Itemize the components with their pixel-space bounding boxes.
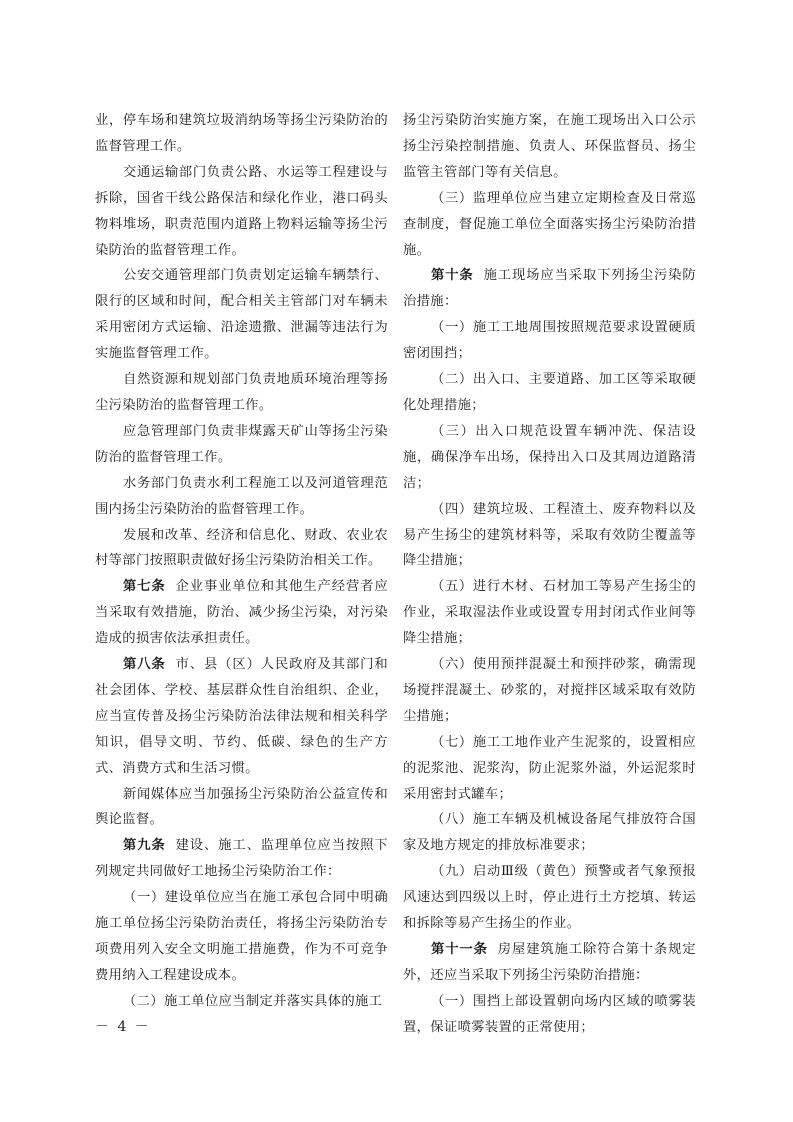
paragraph [95, 989, 388, 1015]
paragraph-text: （四）建筑垃圾、工程渣土、废弃物料以及易产生扬尘的建筑材料等，采取有效防尘覆盖等降尘措施； [403, 501, 696, 569]
paragraph [403, 108, 696, 186]
paragraph-text: 公安交通管理部门负责划定运输车辆禁行、限行的区域和时间，配合相关主管部门对车辆未采用密闭方式运输、沿途遗撒、泄漏等违法行为实施监督管理工作。 [95, 268, 388, 362]
paragraph-text: 市、县（区）人民政府及其部门和社会团体、学校、基层群众性自治组织、企业，应当宣传普及扬尘污染防治法律法规和相关科学知识，倡导文明、节约、低碳、绿色的生产方式、消费方式和生活习惯。 [95, 657, 388, 776]
paragraph [403, 574, 696, 652]
paragraph-text: 新闻媒体应当加强扬尘污染防治公益宣传和舆论监督。 [95, 786, 388, 828]
paragraph-text: 水务部门负责水利工程施工以及河道管理范围内扬尘污染防治的监督管理工作。 [95, 475, 388, 517]
paragraph-text: 发展和改革、经济和信息化、财政、农业农村等部门按照职责做好扬尘污染防治相关工作。 [95, 527, 388, 569]
article-number: 第十条 [431, 268, 474, 284]
paragraph [403, 807, 696, 859]
paragraph [95, 652, 388, 782]
paragraph [95, 833, 388, 885]
right-column [403, 108, 696, 1041]
paragraph-text: （一）施工工地周围按照规范要求设置硬质密闭围挡； [403, 320, 696, 362]
article-number: 第九条 [123, 838, 166, 854]
paragraph-text: （二）出入口、主要道路、加工区等采取硬化处理措施； [403, 372, 696, 413]
paragraph-text: （一）建设单位应当在施工承包合同中明确施工单位扬尘污染防治责任，将扬尘污染防治专项费用列入安全文明施工措施费，作为不可竞争费用纳入工程建设成本。 [95, 890, 388, 983]
article-number: 第八条 [123, 657, 166, 673]
paragraph [403, 730, 696, 808]
paragraph-text: （八）施工车辆及机械设备尾气排放符合国家及地方规定的排放标准要求； [403, 812, 696, 854]
paragraph [403, 859, 696, 937]
paragraph [403, 186, 696, 264]
paragraph [95, 419, 388, 471]
paragraph [95, 263, 388, 367]
paragraph-text: （三）出入口规范设置车辆冲洗、保洁设施，确保净车出场，保持出入口及其周边道路清洁； [403, 423, 696, 491]
paragraph-text: 业，停车场和建筑垃圾消纳场等扬尘污染防治的监督管理工作。 [95, 113, 388, 154]
paragraph [95, 885, 388, 989]
paragraph-text: （七）施工工地作业产生泥浆的，设置相应的泥浆池、泥浆沟，防止泥浆外溢，外运泥浆时采用密封式罐车； [403, 734, 696, 802]
paragraph [403, 263, 696, 315]
paragraph-text: （二）施工单位应当制定并落实具体的施工 [123, 993, 383, 1009]
paragraph [403, 367, 696, 419]
paragraph [403, 315, 696, 367]
paragraph [403, 652, 696, 730]
paragraph [95, 160, 388, 264]
paragraph-text: 交通运输部门负责公路、水运等工程建设与拆除，国省干线公路保洁和绿化作业，港口码头物料堆场，职责范围内道路上物料运输等扬尘污染防治的监督管理工作。 [95, 164, 388, 258]
paragraph [95, 367, 388, 419]
paragraph-text: （五）进行木材、石材加工等易产生扬尘的作业，采取湿法作业或设置专用封闭式作业间等降尘措施； [403, 579, 696, 647]
page-number: － 4 － [95, 1019, 151, 1035]
paragraph [95, 108, 388, 160]
paragraph-text: 自然资源和规划部门负责地质环境治理等扬尘污染防治的监督管理工作。 [95, 372, 388, 413]
paragraph-text: 扬尘污染防治实施方案，在施工现场出入口公示扬尘污染控制措施、负责人、环保监督员、扬尘监管主管部门等有关信息。 [403, 113, 696, 180]
paragraph-text: （九）启动Ⅲ级（黄色）预警或者气象预报风速达到四级以上时，停止进行土方挖填、转运和拆除等易产生扬尘的作业。 [403, 864, 696, 932]
paragraph [403, 497, 696, 575]
article-number: 第十一条 [431, 942, 488, 957]
paragraph [95, 574, 388, 652]
paragraph-text: 房屋建筑施工除符合第十条规定外，还应当采取下列扬尘污染防治措施： [403, 942, 696, 983]
paragraph [95, 471, 388, 523]
paragraph [403, 937, 696, 989]
article-number: 第七条 [123, 579, 166, 595]
paragraph [403, 419, 696, 497]
left-column [95, 108, 388, 1015]
paragraph-text: 应急管理部门负责非煤露天矿山等扬尘污染防治的监督管理工作。 [95, 423, 388, 465]
paragraph-text: （一）围挡上部设置朝向场内区域的喷雾装置，保证喷雾装置的正常使用； [403, 993, 696, 1035]
paragraph [403, 989, 696, 1041]
paragraph-text: 建设、施工、监理单位应当按照下列规定共同做好工地扬尘污染防治工作： [95, 838, 388, 880]
paragraph [95, 782, 388, 834]
paragraph [95, 523, 388, 575]
paragraph-text: （六）使用预拌混凝土和预拌砂浆，确需现场搅拌混凝土、砂浆的，对搅拌区域采取有效防尘措施； [403, 657, 696, 724]
paragraph-text: 施工现场应当采取下列扬尘污染防治措施： [403, 268, 696, 310]
paragraph-text: 企业事业单位和其他生产经营者应当采取有效措施，防治、减少扬尘污染，对污染造成的损害依法承担责任。 [95, 579, 388, 647]
paragraph-text: （三）监理单位应当建立定期检查及日常巡查制度，督促施工单位全面落实扬尘污染防治措施。 [403, 190, 696, 258]
